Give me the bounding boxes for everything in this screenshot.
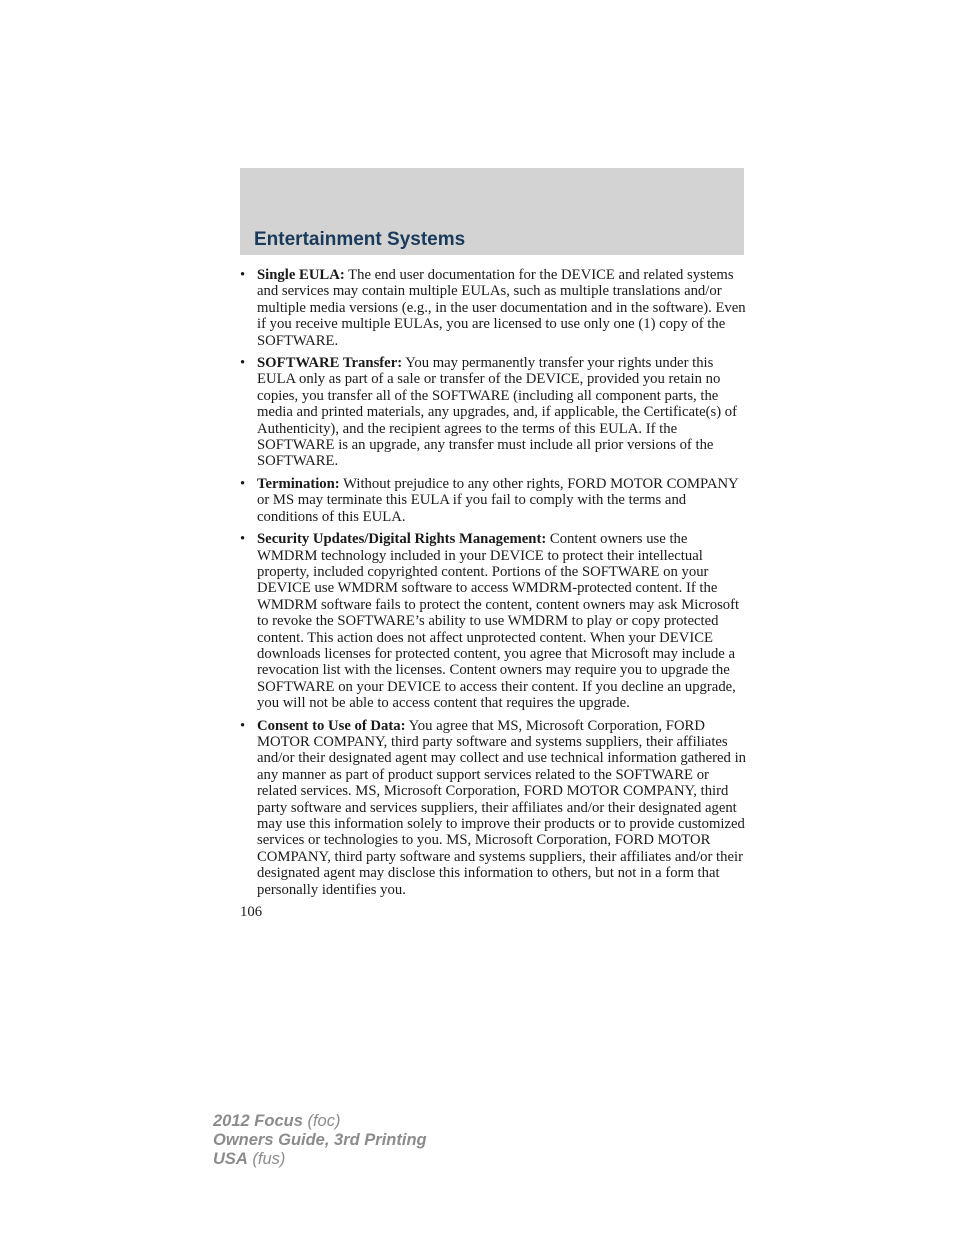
footer-model: 2012 Focus: [213, 1112, 303, 1130]
bullet-heading: Single EULA:: [257, 267, 345, 283]
section-title: Entertainment Systems: [254, 229, 466, 250]
bullet-text: The end user documentation for the DEVICE and related systems and services may contain multiple EULAs, such as multiple translations and/or multiple media versions (e.g., in the user documentation and in the software). Even if you receive multiple EULAs, you are licensed to use only one (1) copy of the SOFTWARE.: [257, 267, 746, 349]
footer-model-code: (foc): [302, 1112, 341, 1130]
bullet-text: Without prejudice to any other rights, FORD MOTOR COMPANY or MS may terminate this EULA if you fail to comply with the terms and conditions of this EULA.: [257, 475, 739, 525]
list-item: [240, 531, 746, 711]
list-item: [240, 476, 746, 525]
bullet-text: You agree that MS, Microsoft Corporation, FORD MOTOR COMPANY, third party software and systems suppliers, their affiliates and/or their designated agent may collect and use technical information gathered in any manner as part of product support services related to the SOFTWARE or related services. MS, Microsoft Corporation, FORD MOTOR COMPANY, third party software and services suppliers, their affiliates and/or their designated agent may use this information solely to improve their products or to provide customized services or technologies to you. MS, Microsoft Corporation, FORD MOTOR COMPANY, third party software and systems suppliers, their affiliates and/or their designated agent may disclose this information to others, but not in a form that personally identifies you.: [257, 717, 746, 898]
bullet-icon: •: [240, 267, 246, 283]
bullet-icon: •: [240, 717, 246, 734]
footer-market-line: [213, 1150, 427, 1169]
footer-guide-line: [213, 1131, 427, 1150]
bullet-icon: •: [240, 475, 246, 492]
document-footer: [213, 1112, 427, 1169]
bullet-heading: Consent to Use of Data:: [257, 717, 406, 734]
bullet-list: [240, 267, 746, 898]
list-item: [240, 718, 746, 898]
section-header-band: [240, 168, 744, 255]
page-content: [240, 267, 746, 920]
footer-market: USA: [213, 1150, 248, 1168]
list-item: [240, 355, 746, 470]
page-number: 106: [240, 904, 263, 921]
bullet-text: Content owners use the WMDRM technology included in your DEVICE to protect their intellectual property, included copyrighted content. Portions of the SOFTWARE on your DEVICE use WMDRM software to access WMDRM-protected content. If the WMDRM software fails to protect the content, content owners may ask Microsoft to revoke the SOFTWARE’s ability to use WMDRM to play or copy protected content. This action does not affect unprotected content. When your DEVICE downloads licenses for protected content, you agree that Microsoft may include a revocation list with the licenses. Content owners may require you to upgrade the SOFTWARE on your DEVICE to access their content. If you decline an upgrade, you will not be able to access content that requires the upgrade.: [257, 531, 740, 712]
bullet-text: You may permanently transfer your rights under this EULA only as part of a sale or transfer of the DEVICE, provided you retain no copies, you transfer all of the SOFTWARE (including all component parts, the media and printed materials, any upgrades, and, if applicable, the Certificate(s) of Authenticity), and the recipient agrees to the terms of this EULA. If the SOFTWARE is an upgrade, any transfer must include all prior versions of the SOFTWARE.: [257, 355, 738, 470]
bullet-icon: •: [240, 531, 246, 548]
bullet-heading: Security Updates/Digital Rights Management:: [257, 531, 547, 548]
footer-model-line: [213, 1112, 427, 1131]
bullet-icon: •: [240, 355, 246, 372]
bullet-heading: Termination:: [257, 475, 340, 492]
list-item: [240, 267, 746, 349]
footer-guide: Owners Guide, 3rd Printing: [213, 1131, 427, 1149]
bullet-heading: SOFTWARE Transfer:: [257, 355, 403, 372]
footer-market-code: (fus): [247, 1150, 286, 1168]
